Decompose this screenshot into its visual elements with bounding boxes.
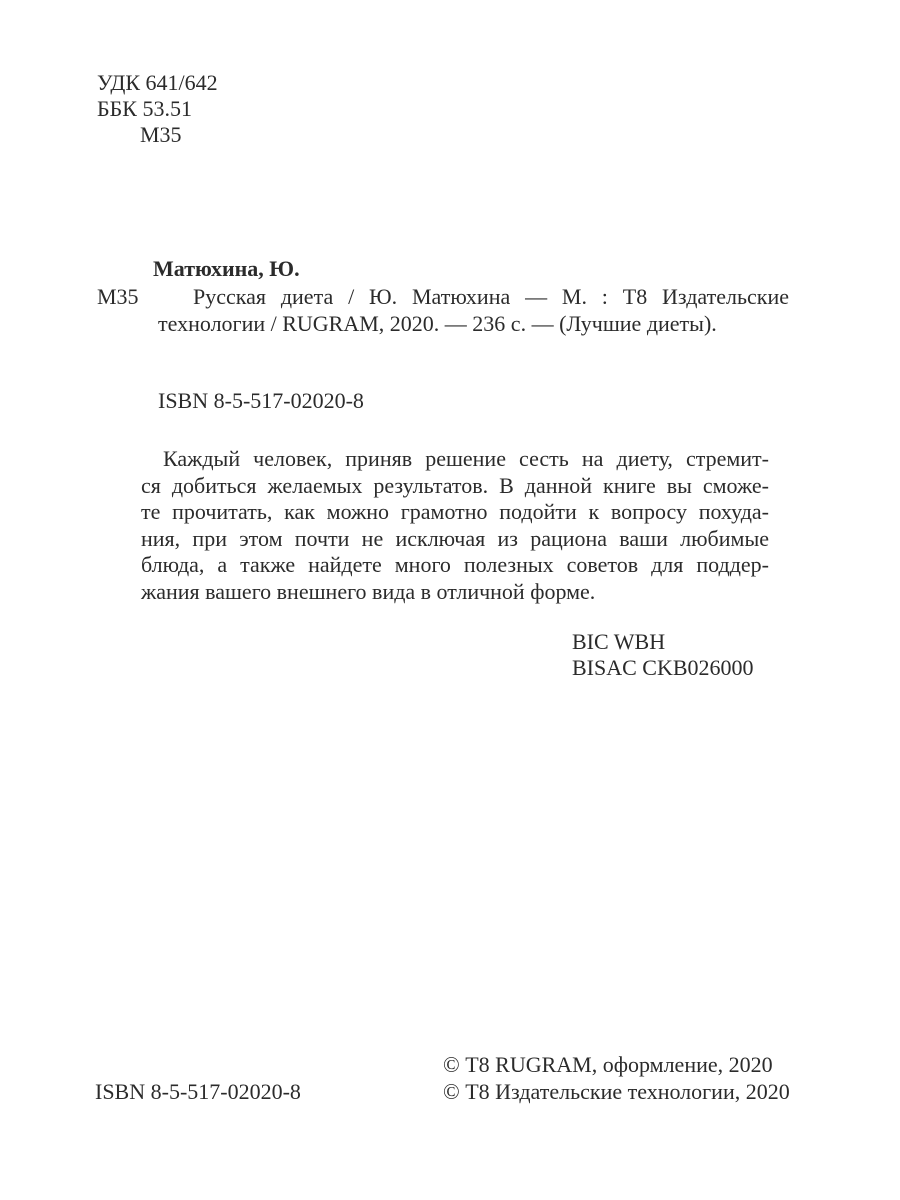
catalog-entry-line2: технологии / RUGRAM, 2020. — 236 с. — (Лучшие диеты). [158,311,717,336]
annotation-line: Каждый человек, приняв решение сесть на диету, стремит- [163,446,769,471]
copyright-line-rugram: © Т8 RUGRAM, оформление, 2020 [443,1052,773,1077]
annotation-paragraph [141,446,769,606]
annotation-line: ся добиться желаемых результатов. В данной книге вы сможе- [141,472,769,498]
annotation-line: блюда, а также найдете много полезных советов для поддер- [141,552,769,578]
footer-isbn: ISBN 8-5-517-02020-8 [95,1079,301,1104]
bic-code: BIC WBH [572,629,666,654]
catalog-author: Матюхина, Ю. [153,256,300,281]
bbk-code: ББК 53.51 [97,96,192,121]
catalog-entry-line1: Русская диета / Ю. Матюхина — М. : Т8 Издательские [193,284,789,309]
annotation-line: те прочитать, как можно грамотно подойти к вопросу похуда- [141,499,769,525]
bisac-code: BISAC CKB026000 [572,655,754,680]
copyright-line-t8: © Т8 Издательские технологии, 2020 [443,1079,790,1104]
trade-classification-block [572,629,754,681]
annotation-line: ния, при этом почти не исключая из рациона ваши любимые [141,525,769,551]
catalog-author-sign: М35 [97,284,139,309]
copyright-block [443,1051,790,1105]
author-sign-code: М35 [140,122,182,147]
annotation-line: жания вашего внешнего вида в отличной форме. [141,578,596,604]
classification-codes-block [97,70,218,148]
udk-code: УДК 641/642 [97,70,218,95]
isbn-main: ISBN 8-5-517-02020-8 [158,388,364,413]
